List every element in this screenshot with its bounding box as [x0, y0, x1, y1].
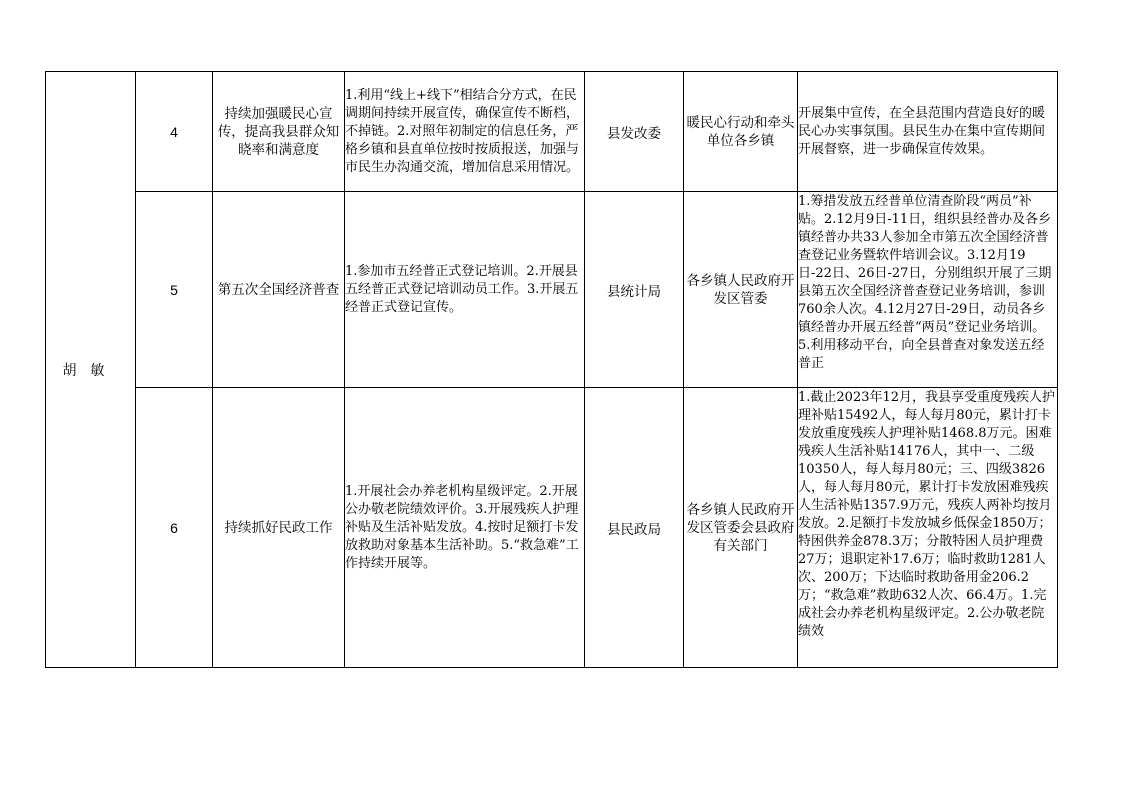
row-number: 5: [136, 192, 213, 388]
progress-status: [798, 388, 1058, 668]
task-name: 第五次全国经济普查: [213, 192, 345, 388]
cooperating-units: 各乡镇人民政府开发区管委会县政府有关部门: [684, 388, 798, 668]
person-name-cell: 胡敏: [46, 72, 136, 668]
table-row: [46, 192, 1058, 388]
work-measures: 1.开展社会办养老机构星级评定。2.开展公办敬老院绩效评价。3.开展残疾人护理补贴及生活补贴发放。4.按时足额打卡发放救助对象基本生活补助。5.“救急难”工作持续开展等。: [345, 388, 585, 668]
table-row: [46, 72, 1058, 192]
progress-status: [798, 192, 1058, 388]
table-row: [46, 388, 1058, 668]
task-name: 持续抓好民政工作: [213, 388, 345, 668]
progress-text: 1.筹措发放五经普单位清查阶段“两员”补贴。2.12月9日-11日，组织县经普办及各乡镇经普办共33人参加全市第五次全国经济普查登记业务暨软件培训会议。3.12月19日-22日、26日-27日，分别组织开展了三期县第五次全国经济普查登记业务培训，参训760余人次。4.12月27日-29日，动员各乡镇经普办开展五经普“两员”登记业务培训。5.利用移动平台，向全县普查对象发送五经普正: [798, 193, 1052, 371]
lead-unit: 县民政局: [585, 388, 684, 668]
progress-text: 1.截止2023年12月，我县享受重度残疾人护理补贴15492人，每人每月80元，累计打卡发放重度残疾人护理补贴1468.8万元。困难残疾人生活补贴14176人，其中一、二级10350人，每人每月80元；三、四级3826人，每人每月80元，累计打卡发放困难残疾人生活补贴1357.9万元，残疾人两补均按月发放。2.足额打卡发放城乡低保金1850万；特困供养金878.3万；分散特困人员护理费27万；退职定补17.6万；临时救助1281人次、200万；下达临时救助备用金206.2万；“救急难”救助632人次、66.4万。1.完成社会办养老机构星级评定。2.公办敬老院绩效: [798, 389, 1056, 639]
work-measures: 1.利用“线上+线下”相结合分方式，在民调期间持续开展宣传，确保宣传不断档，不掉链。2.对照年初制定的信息任务，严格乡镇和县直单位按时按质报送，加强与市民生办沟通交流，增加信息采用情况。: [345, 72, 585, 192]
row-number: 4: [136, 72, 213, 192]
work-progress-table: [45, 71, 1058, 668]
work-measures: 1.参加市五经普正式登记培训。2.开展县五经普正式登记培训动员工作。3.开展五经普正式登记宣传。: [345, 192, 585, 388]
cooperating-units: 各乡镇人民政府开发区管委: [684, 192, 798, 388]
lead-unit: 县发改委: [585, 72, 684, 192]
task-name: 持续加强暖民心宣传，提高我县群众知晓率和满意度: [213, 72, 345, 192]
progress-status: 开展集中宣传，在全县范围内营造良好的暖民心办实事氛围。县民生办在集中宣传期间开展督察，进一步确保宣传效果。: [798, 72, 1058, 192]
cooperating-units: 暖民心行动和牵头单位各乡镇: [684, 72, 798, 192]
lead-unit: 县统计局: [585, 192, 684, 388]
row-number: 6: [136, 388, 213, 668]
